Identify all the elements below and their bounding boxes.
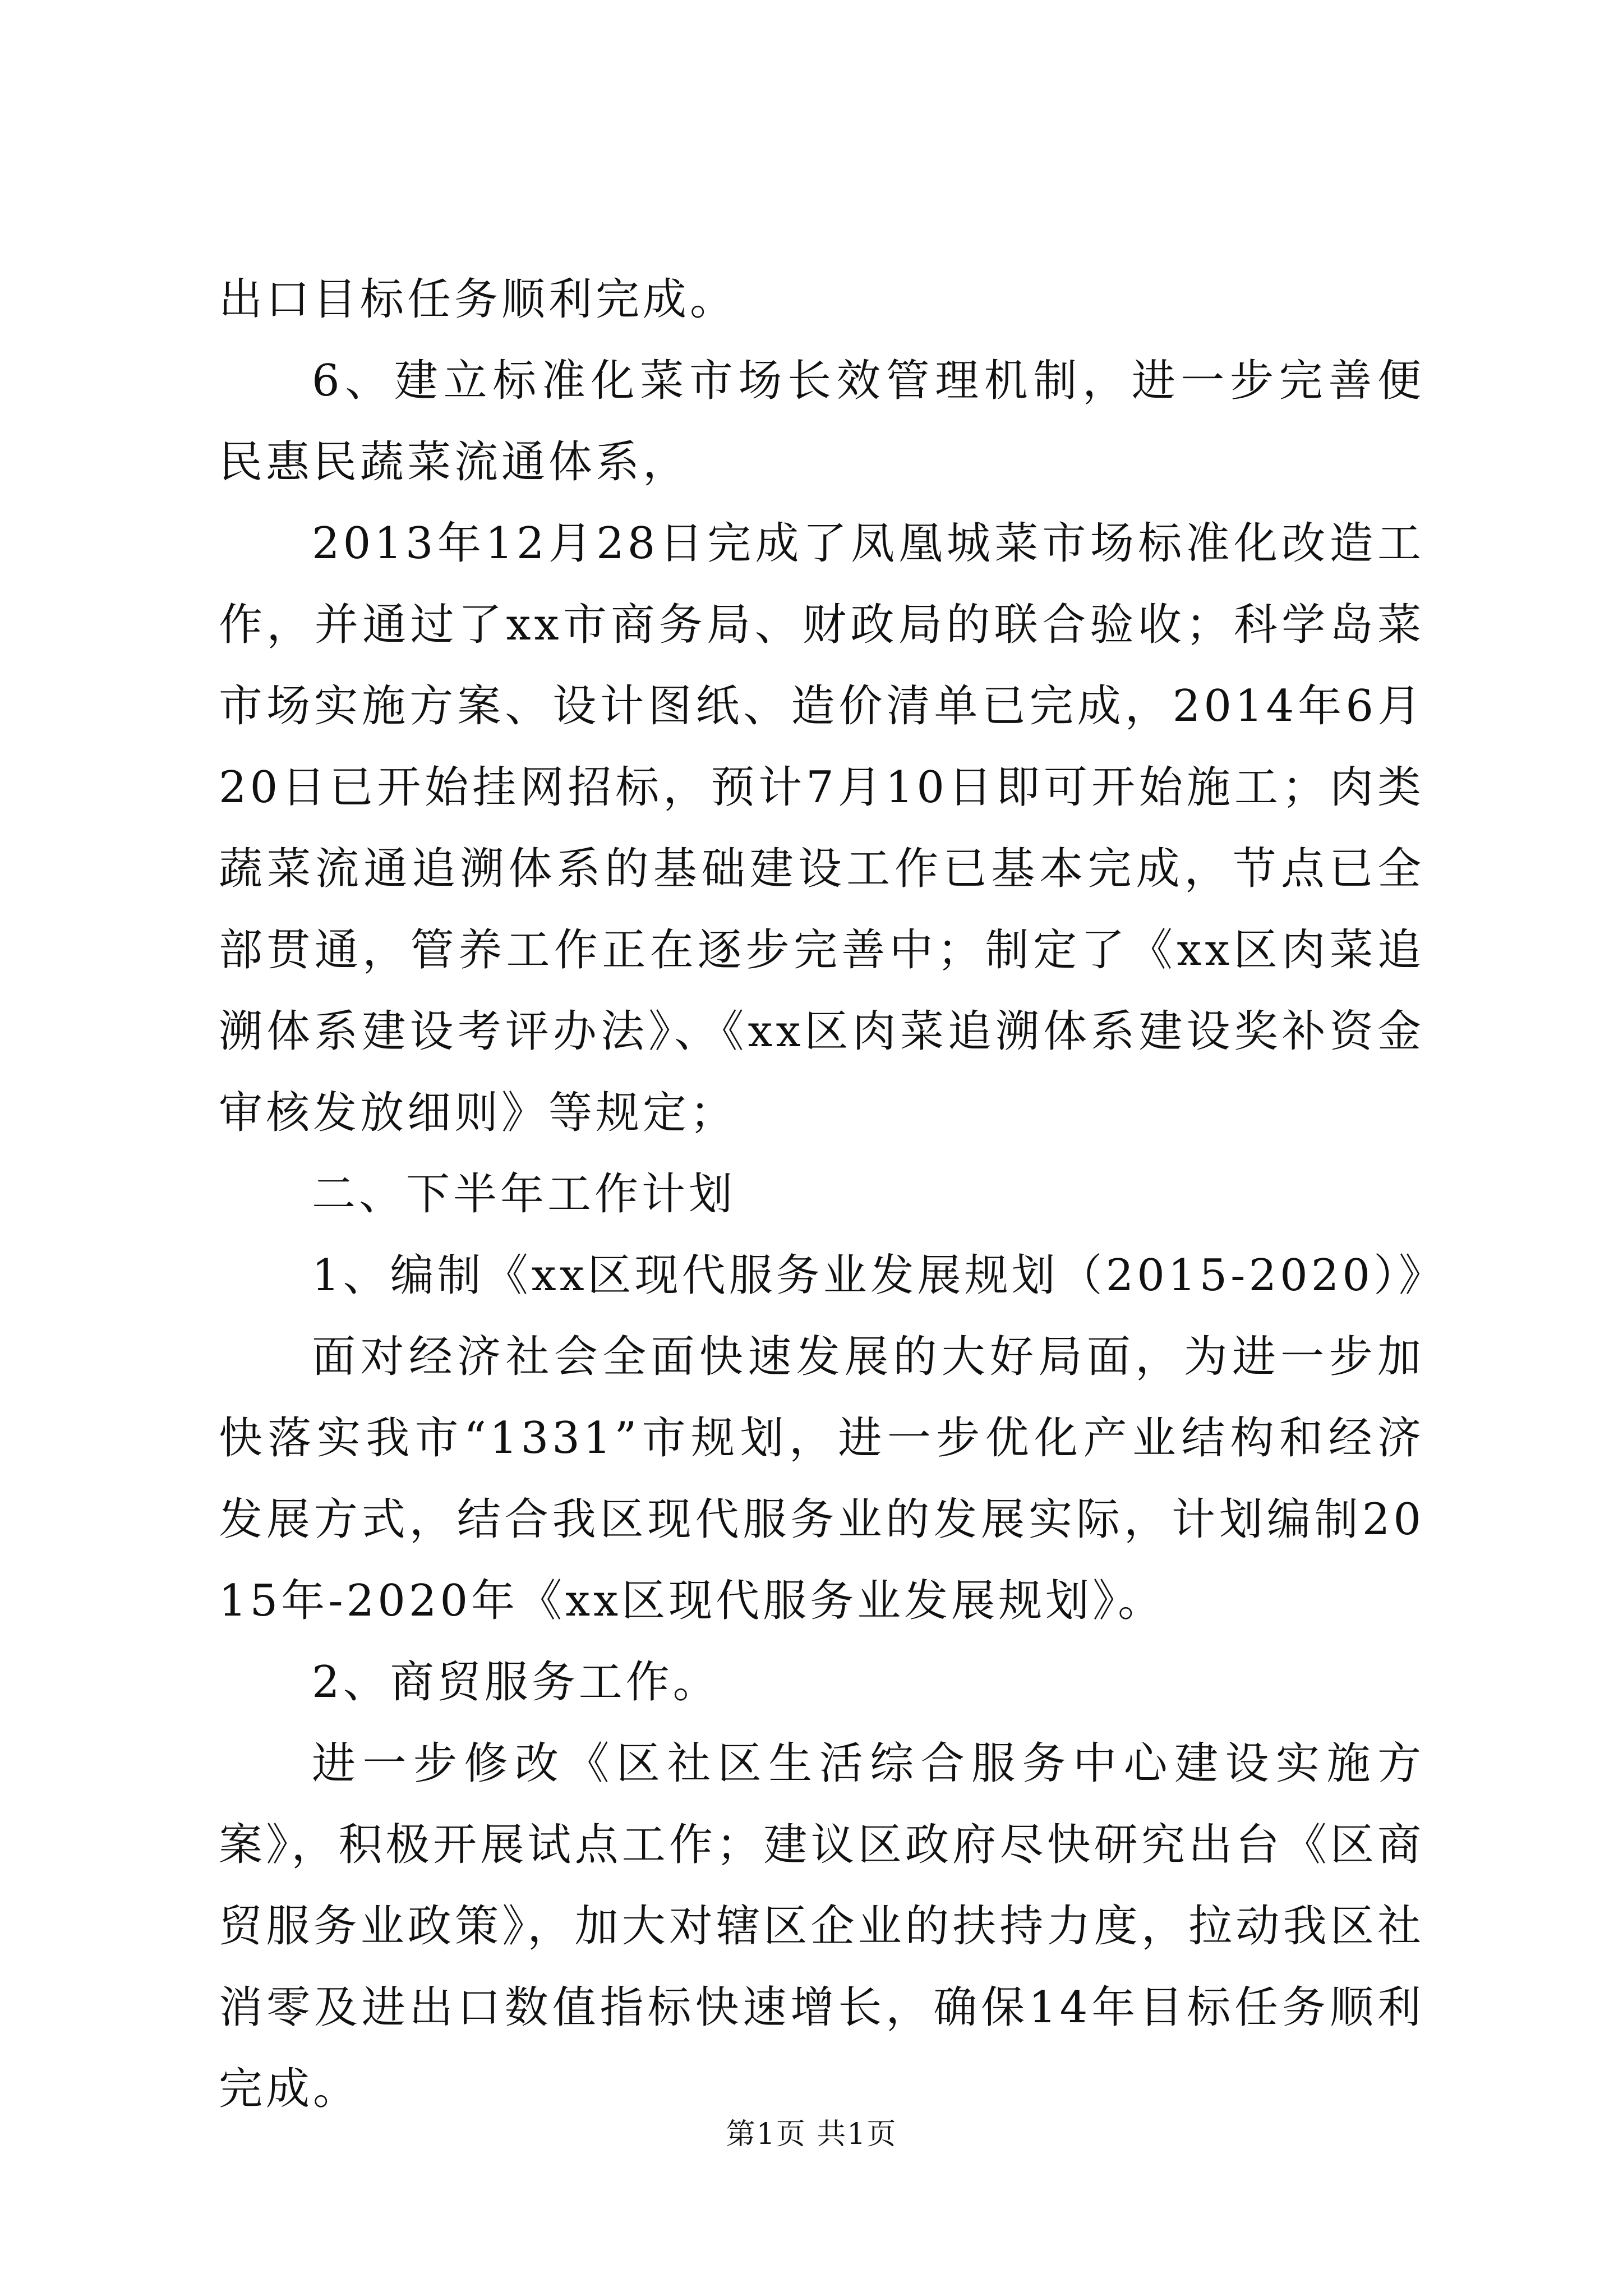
paragraph-7: 2、商贸服务工作。 [312, 1657, 720, 1708]
paragraph-6: 面对经济社会全面快速发展的大好局面，为进一步加快落实我市“1331”市规划，进一步优化产业结构和经济发展方式，结合我区现代服务业的发展实际，计划编制2015年-2020年《xx区现代服务业发展规划》。 [219, 1332, 1424, 1626]
paragraph-5: 1、编制《xx区现代服务业发展规划（2015-2020）》 [312, 1250, 1446, 1301]
page-footer: 第1页 共1页 [726, 2118, 897, 2151]
document-body [219, 259, 1446, 2130]
paragraph-3: 2013年12月28日完成了凤凰城菜市场标准化改造工作，并通过了xx市商务局、财政局的联合验收；科学岛菜市场实施方案、设计图纸、造价清单已完成，2014年6月20日已开始挂网招标，预计7月10日即可开始施工；肉类蔬菜流通追溯体系的基础建设工作已基本完成，节点已全部贯通，管养工作正在逐步完善中；制定了《xx区肉菜追溯体系建设考评办法》、《xx区肉菜追溯体系建设奖补资金审核发放细则》等规定； [219, 518, 1424, 1138]
paragraph-1: 出口目标任务顺利完成。 [219, 274, 737, 325]
paragraph-2: 6、建立标准化菜市场长效管理机制，进一步完善便民惠民蔬菜流通体系， [219, 356, 1424, 487]
paragraph-8: 进一步修改《区社区生活综合服务中心建设实施方案》，积极开展试点工作；建议区政府尽快研究出台《区商贸服务业政策》，加大对辖区企业的扶持力度，拉动我区社消零及进出口数值指标快速增长，确保14年目标任务顺利完成。 [219, 1738, 1424, 2114]
section-heading: 二、下半年工作计划 [312, 1169, 736, 1220]
